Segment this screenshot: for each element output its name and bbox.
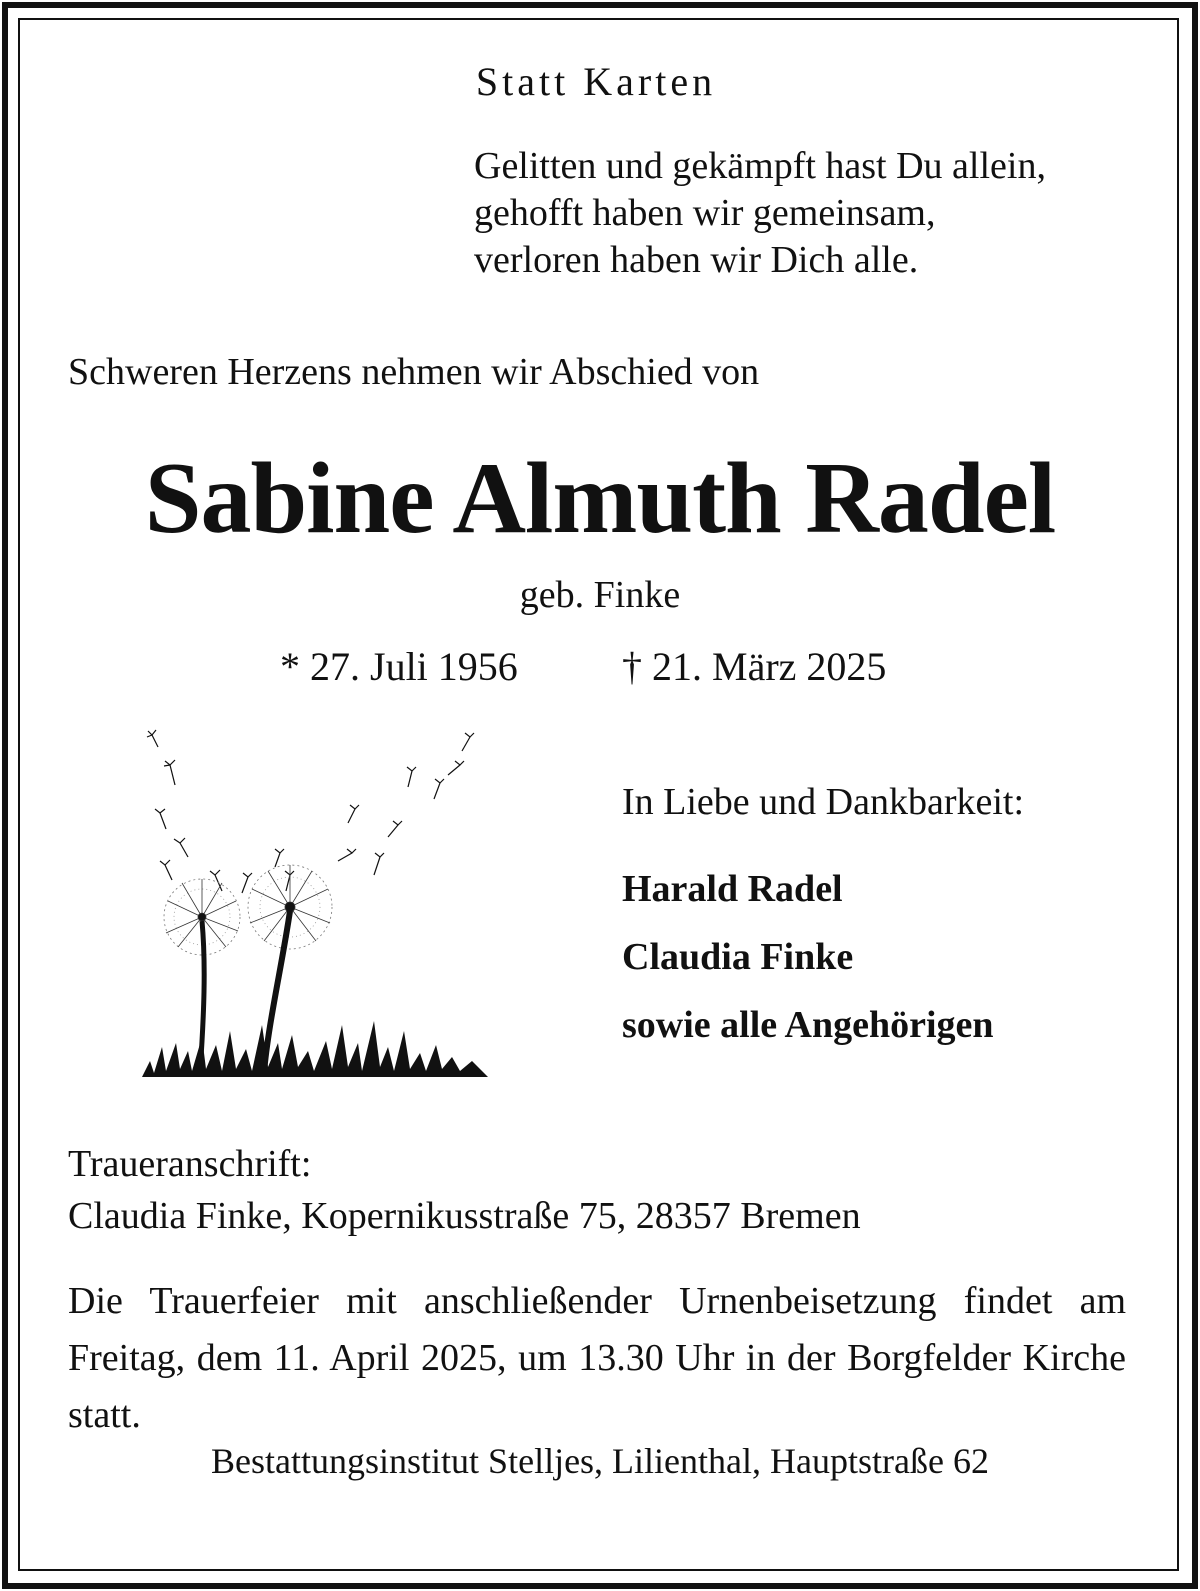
birth-date: * 27. Juli 1956 [280,644,518,689]
intro-text: Schweren Herzens nehmen wir Abschied von [68,351,760,393]
grass [142,1021,488,1077]
seed-icon [242,873,252,893]
maiden-name: geb. Finke [519,574,681,616]
seed-icon [160,860,172,880]
mourning-address [68,1138,861,1242]
seed-icon [285,871,294,891]
family-member: sowie alle Angehörigen [622,1004,994,1046]
undertaker-info: Bestattungsinstitut Stelljes, Lilienthal, Hauptstraße 62 [211,1441,989,1481]
dandelion-head-right [248,865,332,949]
address-label: Traueranschrift: [68,1143,312,1185]
statt-karten-heading: Statt Karten [475,59,717,104]
family-member: Harald Radel [622,868,843,910]
poem [474,143,1046,284]
seed-icon [407,767,416,787]
seed-icon [275,849,284,867]
love-gratitude-line: In Liebe und Dankbarkeit: [622,781,1025,823]
seed-icon [388,821,402,837]
poem-line: verloren haben wir Dich alle. [474,239,919,281]
seed-icon [164,760,175,785]
dandelion-illustration-icon [130,725,500,1085]
seed-icon [210,870,222,891]
poem-line: gehofft haben wir gemeinsam, [474,192,936,234]
seed-icon [434,779,444,799]
address-value: Claudia Finke, Kopernikusstraße 75, 28357 Bremen [68,1195,861,1237]
seed-icon [374,853,384,875]
seed-icon [147,730,158,747]
seed-icon [155,809,166,829]
poem-line: Gelitten und gekämpft hast Du allein, [474,145,1046,187]
deceased-name: Sabine Almuth Radel [144,442,1056,555]
seed-icon [448,761,464,775]
family-list [622,855,994,1059]
seed-icon [174,838,188,857]
death-date: † 21. März 2025 [622,644,887,689]
seed-icon [348,805,359,823]
seed-icon [462,733,474,751]
ceremony-details: Die Trauerfeier mit anschließender Urnenbeisetzung findet am Freitag, dem 11. April 2025, um 13.30 Uhr in der Borgfelder Kirche statt. [68,1280,1126,1436]
seed-icon [338,849,356,861]
family-member: Claudia Finke [622,936,854,978]
